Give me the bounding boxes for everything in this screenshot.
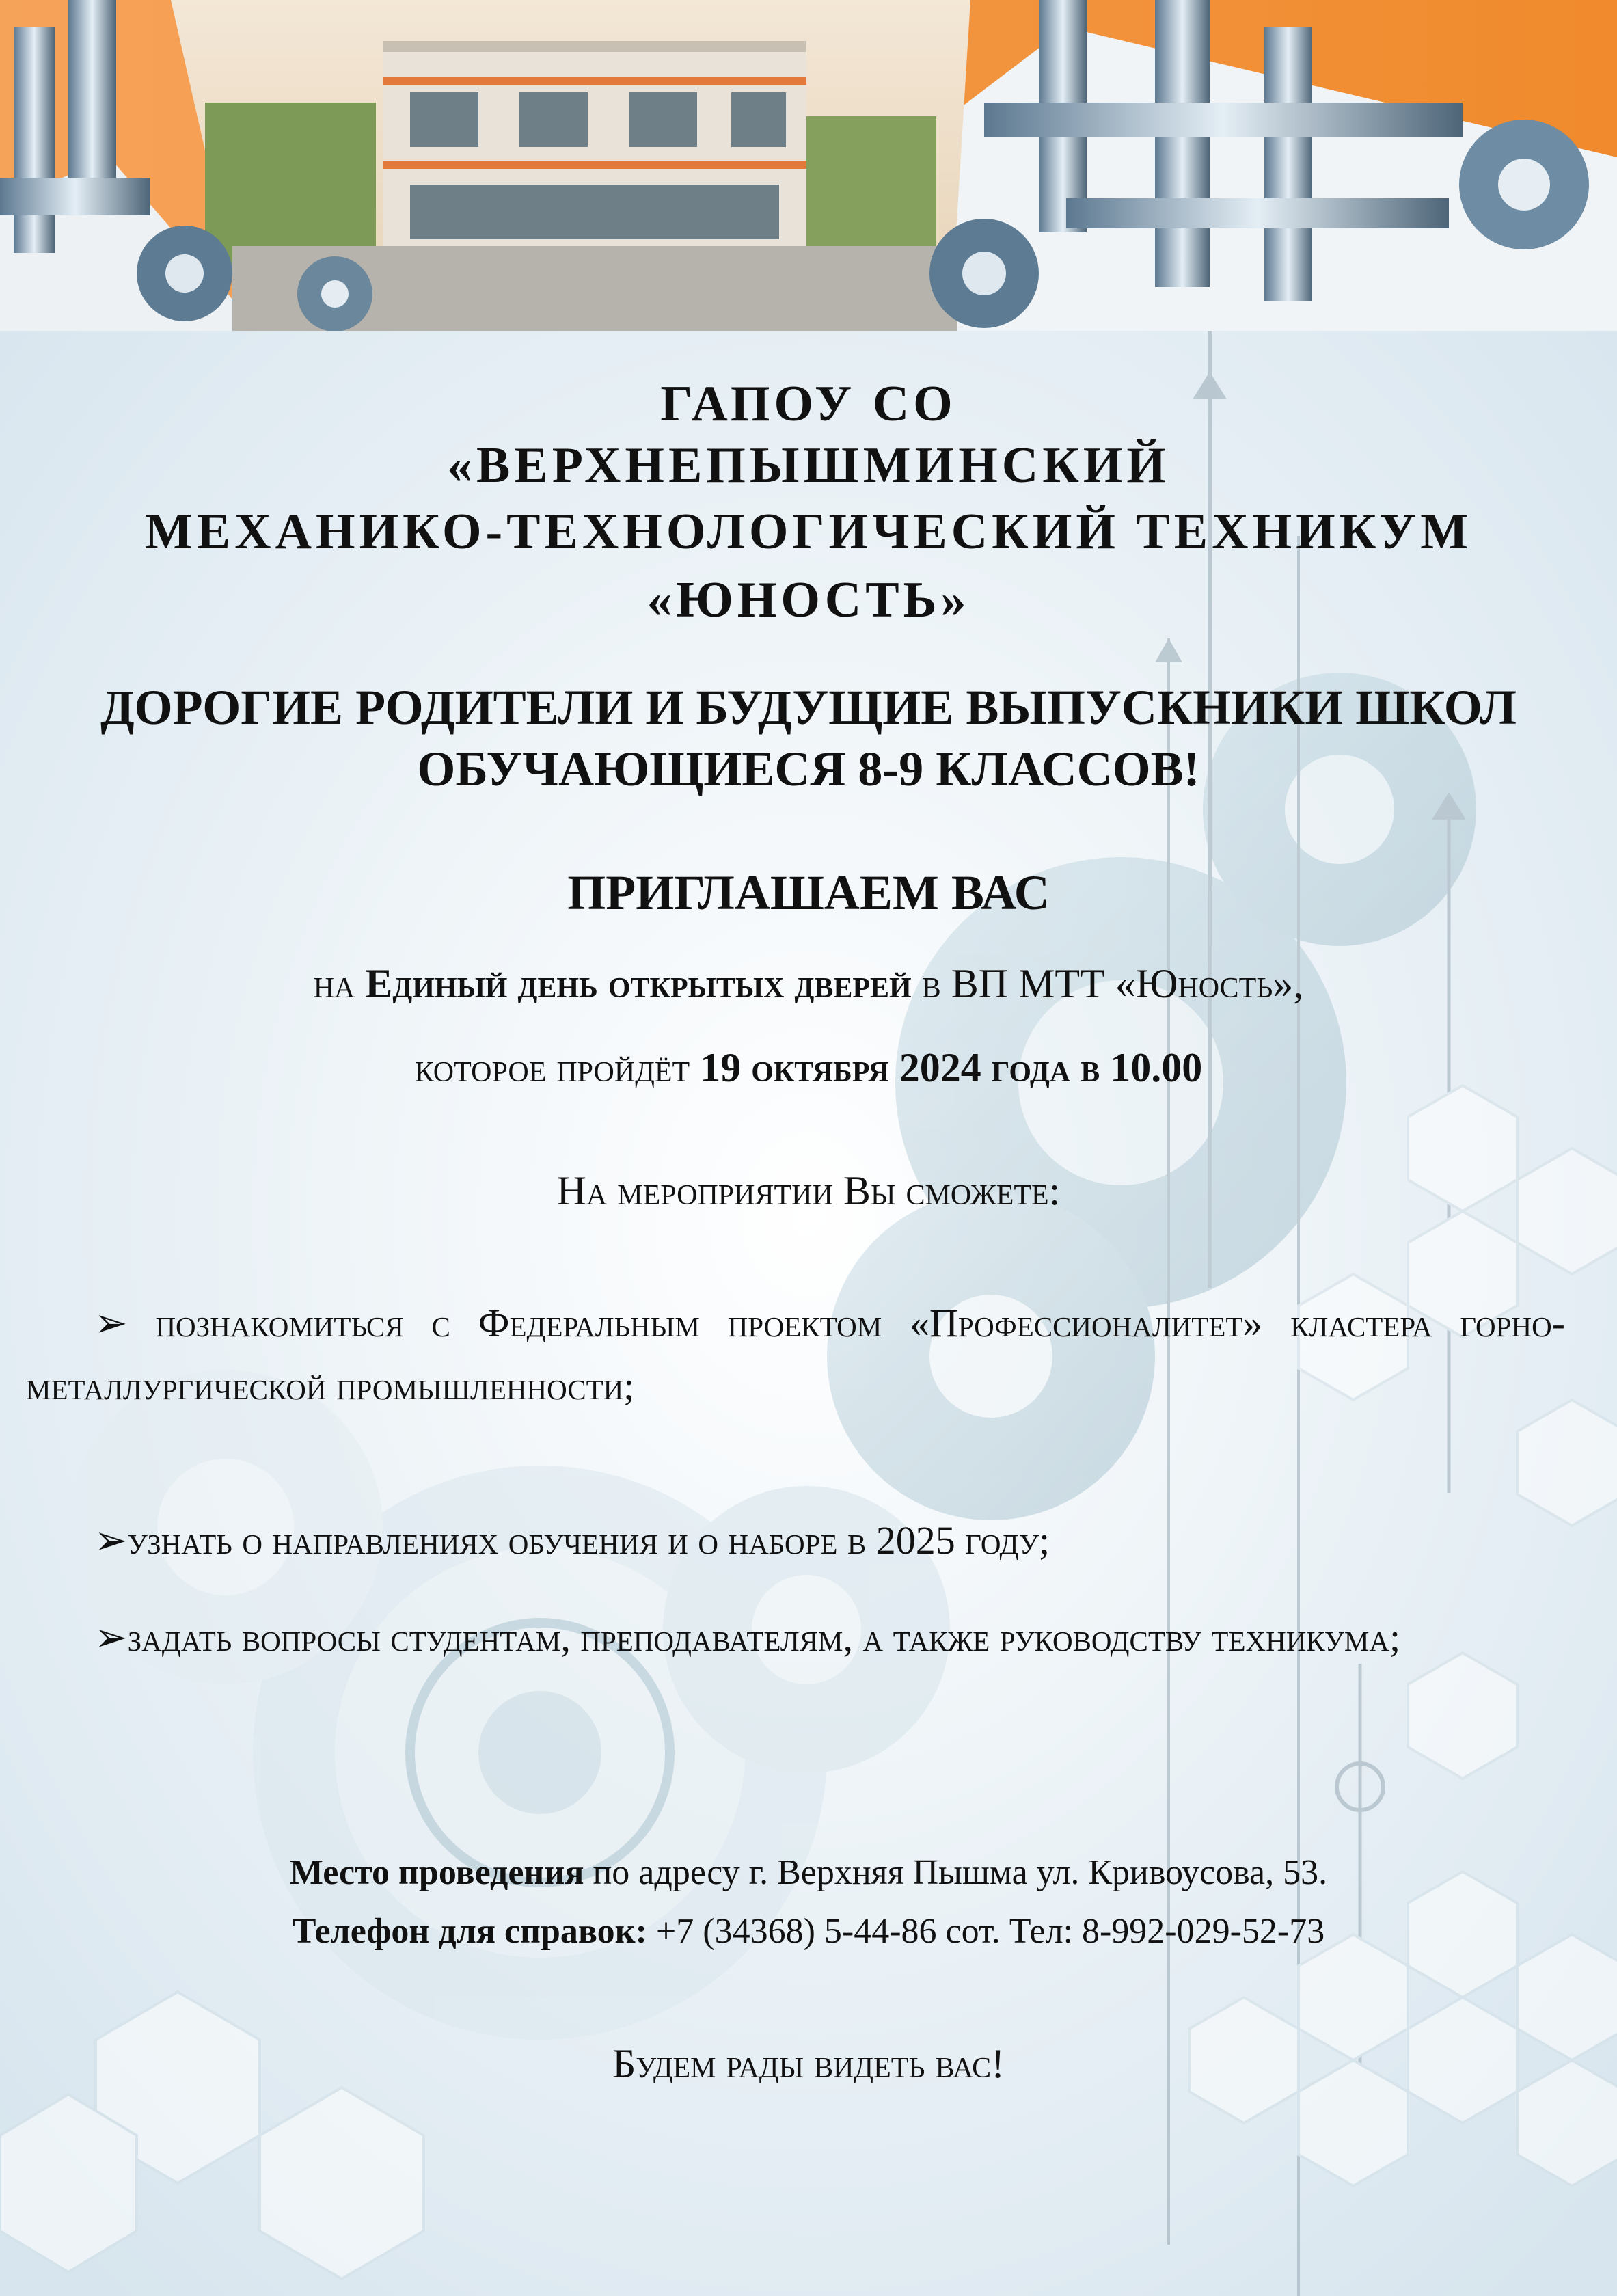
- address-line-2: ОБУЧАЮЩИЕСЯ 8-9 КЛАССОВ!: [417, 742, 1200, 796]
- invite-line-1: [0, 960, 1617, 1008]
- event-name: Единый день открытых дверей: [365, 961, 912, 1006]
- invite-line-2: [0, 1044, 1617, 1092]
- event-intro: На мероприятии Вы сможете:: [556, 1168, 1061, 1213]
- venue-address: по адресу г. Верхняя Пышма ул. Кривоусова, 53.: [593, 1853, 1328, 1892]
- venue-label: Место проведения: [289, 1853, 584, 1892]
- invite-line-2-prefix: которое пройдёт: [414, 1045, 690, 1090]
- arrow-bullet-icon: ➢: [94, 1301, 128, 1345]
- address-line-1: ДОРОГИЕ РОДИТЕЛИ И БУДУЩИЕ ВЫПУСКНИКИ ШКОЛ: [100, 680, 1517, 735]
- list-item-text: задать вопросы студентам, преподавателям, а также руководству техникума;: [127, 1615, 1401, 1660]
- arrow-bullet-icon: ➢: [94, 1615, 128, 1660]
- closing-line: Будем рады видеть вас!: [612, 2041, 1005, 2086]
- arrow-bullet-icon: ➢: [94, 1518, 128, 1563]
- invite-title: ПРИГЛАШАЕМ ВАС: [567, 865, 1050, 920]
- event-date: 19 октября 2024 года в 10.00: [700, 1045, 1203, 1090]
- org-name-line-1: ГАПОУ СО: [660, 376, 957, 432]
- venue-line: [0, 1852, 1617, 1893]
- list-item-text: узнать о направлениях обучения и о наборе в 2025 году;: [127, 1518, 1050, 1563]
- phone-label: Телефон для справок:: [292, 1912, 647, 1951]
- phone-line: [0, 1911, 1617, 1951]
- list-item: [26, 1606, 1565, 1669]
- org-name-line-2: «ВЕРХНЕПЫШМИНСКИЙ: [446, 437, 1170, 494]
- invite-line-1-suffix: в ВП МТТ «Юность»,: [921, 961, 1304, 1006]
- invite-line-1-prefix: на: [313, 961, 355, 1006]
- org-name-line-3: МЕХАНИКО-ТЕХНОЛОГИЧЕСКИЙ ТЕХНИКУМ: [144, 504, 1473, 560]
- list-item: [26, 1509, 1565, 1572]
- org-name-line-4: «ЮНОСТЬ»: [647, 572, 970, 628]
- phone-numbers: +7 (34368) 5-44-86 сот. Тел: 8-992-029-52-73: [655, 1912, 1325, 1951]
- header-banner-photo: [0, 0, 1617, 331]
- list-item: [26, 1292, 1565, 1418]
- list-item-text: познакомиться с Федеральным проектом «Профессионалитет» кластера горно-металлургической промышленности;: [26, 1301, 1566, 1408]
